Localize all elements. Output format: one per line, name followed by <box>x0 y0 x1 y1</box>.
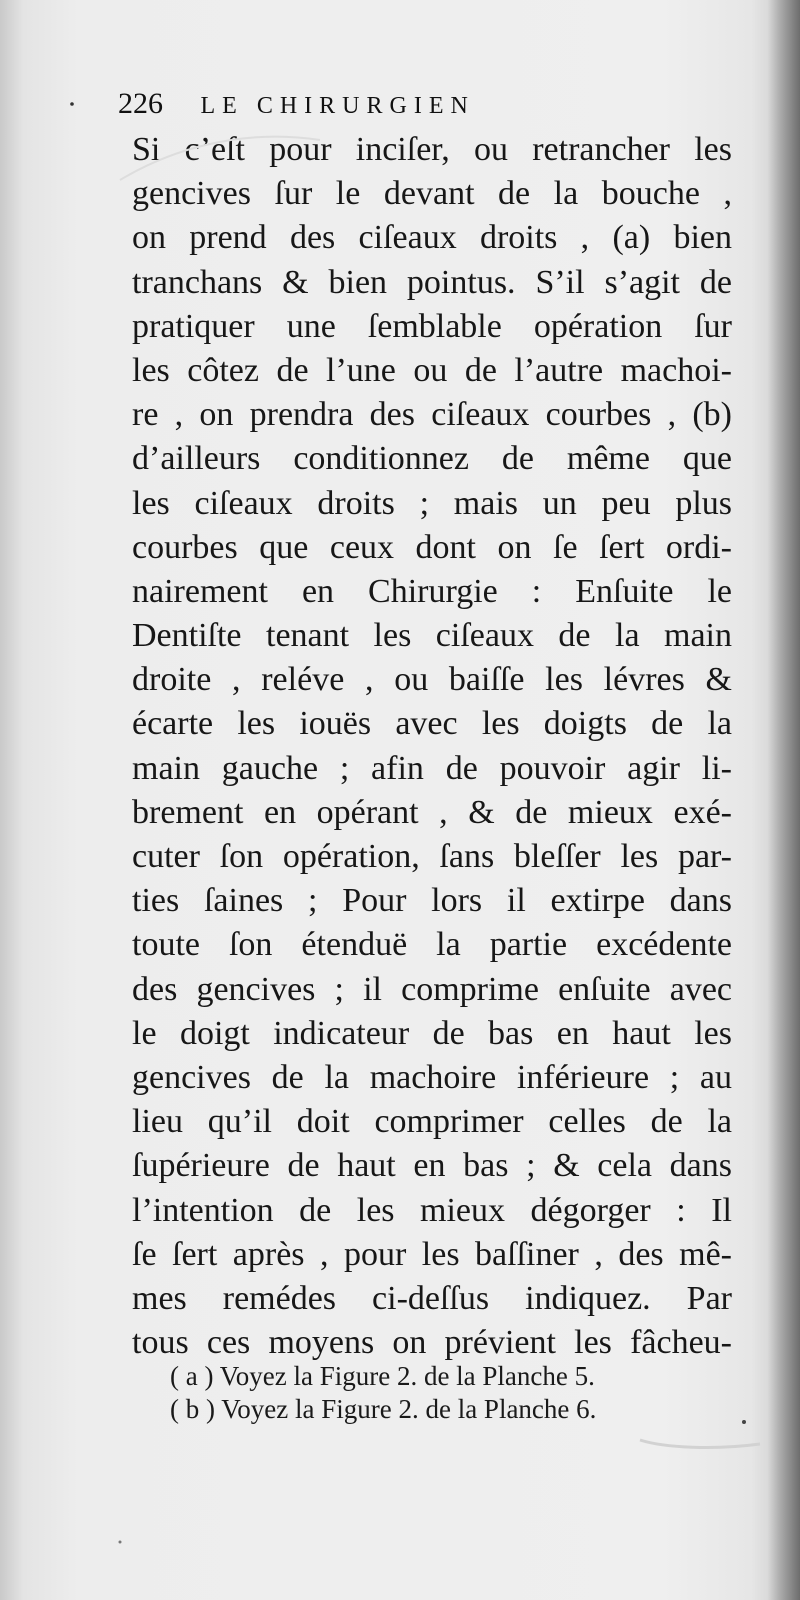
text-line: re , on prendra des ciſeaux courbes , (b) <box>132 396 732 434</box>
text-line: l’intention de les mieux dégorger : Il <box>132 1191 732 1229</box>
text-line: on prend des ciſeaux droits , (a) bien <box>132 219 732 257</box>
text-line: les côtez de l’une ou de l’autre machoi- <box>132 351 732 389</box>
text-line: Dentiſte tenant les ciſeaux de la main <box>132 617 732 655</box>
footnote-a: ( a ) Voyez la Figure 2. de la Planche 5. <box>170 1361 595 1391</box>
text-line: droite , reléve , ou baiſſe les lévres & <box>132 661 732 699</box>
ink-speck <box>70 102 74 106</box>
text-line: gencives ſur le devant de la bouche , <box>132 175 732 213</box>
text-line: gencives de la machoire inférieure ; au <box>132 1058 732 1096</box>
page-edge-shadow <box>768 0 800 1600</box>
text-line: le doigt indicateur de bas en haut les <box>132 1014 732 1052</box>
ink-speck <box>119 1541 122 1544</box>
text-line: tous ces moyens on prévient les fâcheu- <box>132 1324 732 1362</box>
text-line: toute ſon étenduë la partie excédente <box>132 926 732 964</box>
text-line: ſe ſert après , pour les baſſiner , des mê- <box>132 1235 732 1273</box>
text-line: Si c’eſt pour inciſer, ou retrancher les <box>132 131 732 168</box>
text-line: ties ſaines ; Pour lors il extirpe dans <box>132 882 732 920</box>
page-header <box>118 82 738 126</box>
text-line: les ciſeaux droits ; mais un peu plus <box>132 484 732 522</box>
show-through-trace <box>640 1440 760 1447</box>
text-line: main gauche ; afin de pouvoir agir li- <box>132 749 732 787</box>
text-line: lieu qu’il doit comprimer celles de la <box>132 1103 732 1141</box>
text-line: ſupérieure de haut en bas ; & cela dans <box>132 1147 732 1185</box>
text-line: brement en opérant , & de mieux exé- <box>132 793 732 831</box>
footnote-b: ( b ) Voyez la Figure 2. de la Planche 6. <box>170 1394 597 1424</box>
page-number: 226 <box>118 87 163 120</box>
body-text <box>132 128 732 1365</box>
text-line: cuter ſon opération, ſans bleſſer les par- <box>132 838 732 875</box>
ink-speck <box>742 1420 746 1424</box>
text-line: mes remédes ci-deſſus indiquez. Par <box>132 1279 732 1317</box>
footnotes <box>170 1360 730 1426</box>
text-line: écarte les iouës avec les doigts de la <box>132 705 732 743</box>
text-line: tranchans & bien pointus. S’il s’agit de <box>132 263 732 301</box>
running-head: LE CHIRURGIEN <box>200 93 475 119</box>
text-line: pratiquer une ſemblable opération ſur <box>132 307 732 345</box>
text-line: des gencives ; il comprime enſuite avec <box>132 970 732 1008</box>
text-line: nairement en Chirurgie : Enſuite le <box>132 572 732 610</box>
text-line: courbes que ceux dont on ſe ſert ordi- <box>132 528 732 566</box>
text-line: d’ailleurs conditionnez de même que <box>132 440 732 478</box>
